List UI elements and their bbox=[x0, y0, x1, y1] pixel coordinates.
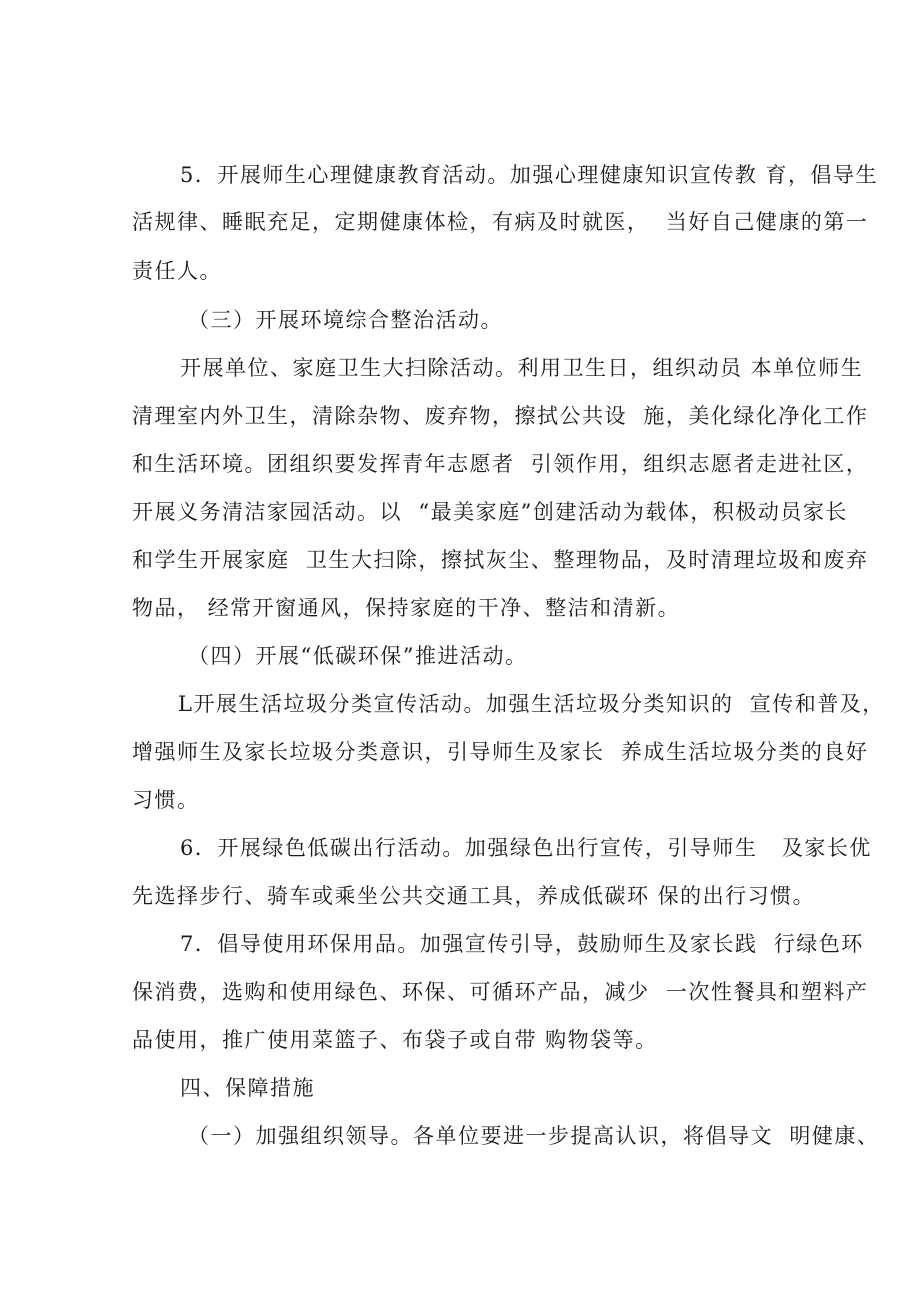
text-line: 和生活环境。团组织要发挥青年志愿者 引领作用，组织志愿者走进社区， bbox=[132, 452, 869, 476]
section-heading: （三）开展环境综合整治活动。 bbox=[188, 308, 503, 332]
text-line: 物品， 经常开窗通风，保持家庭的干净、整洁和清新。 bbox=[132, 596, 681, 620]
text-line: 习惯。 bbox=[132, 788, 200, 812]
text-line: （一）加强组织领导。各单位要进一步提高认识，将倡导文 明健康、 bbox=[188, 1124, 880, 1148]
text-line: 保消费，选购和使用绿色、环保、可循环产品，减少 一次性餐具和塑料产 bbox=[132, 980, 869, 1004]
section-heading: 四、保障措施 bbox=[180, 1076, 315, 1100]
text-line: 开展义务清洁家园活动。以 “最美家庭”创建活动为载体，积极动员家长 bbox=[132, 500, 848, 524]
text-line: L开展生活垃圾分类宣传活动。加强生活垃圾分类知识的 宣传和普及， bbox=[178, 692, 885, 716]
section-heading: （四）开展“低碳环保”推进活动。 bbox=[188, 644, 528, 668]
text-line: 5．开展师生心理健康教育活动。加强心理健康知识宣传教 育，倡导生 bbox=[180, 163, 879, 187]
text-line: 活规律、睡眠充足，定期健康体检，有病及时就医， 当好自己健康的第一 bbox=[132, 210, 869, 234]
text-line: 清理室内外卫生，清除杂物、废弃物，擦拭公共设 施，美化绿化净化工作 bbox=[132, 404, 869, 428]
text-line: 7．倡导使用环保用品。加强宣传引导，鼓励师生及家长践 行绿色环 bbox=[180, 932, 864, 956]
text-line: 开展单位、家庭卫生大扫除活动。利用卫生日，组织动员 本单位师生 bbox=[180, 356, 864, 380]
text-line: 品使用，推广使用菜篮子、布袋子或自带 购物袋等。 bbox=[132, 1028, 658, 1052]
text-line: 增强师生及家长垃圾分类意识，引导师生及家长 养成生活垃圾分类的良好 bbox=[132, 740, 869, 764]
text-line: 责任人。 bbox=[132, 259, 222, 283]
text-line: 先选择步行、骑车或乘坐公共交通工具，养成低碳环 保的出行习惯。 bbox=[132, 884, 816, 908]
text-line: 和学生开展家庭 卫生大扫除，擦拭灰尘、整理物品，及时清理垃圾和废弃 bbox=[132, 548, 869, 572]
text-line: 6．开展绿色低碳出行活动。加强绿色出行宣传，引导师生 及家长优 bbox=[180, 836, 872, 860]
